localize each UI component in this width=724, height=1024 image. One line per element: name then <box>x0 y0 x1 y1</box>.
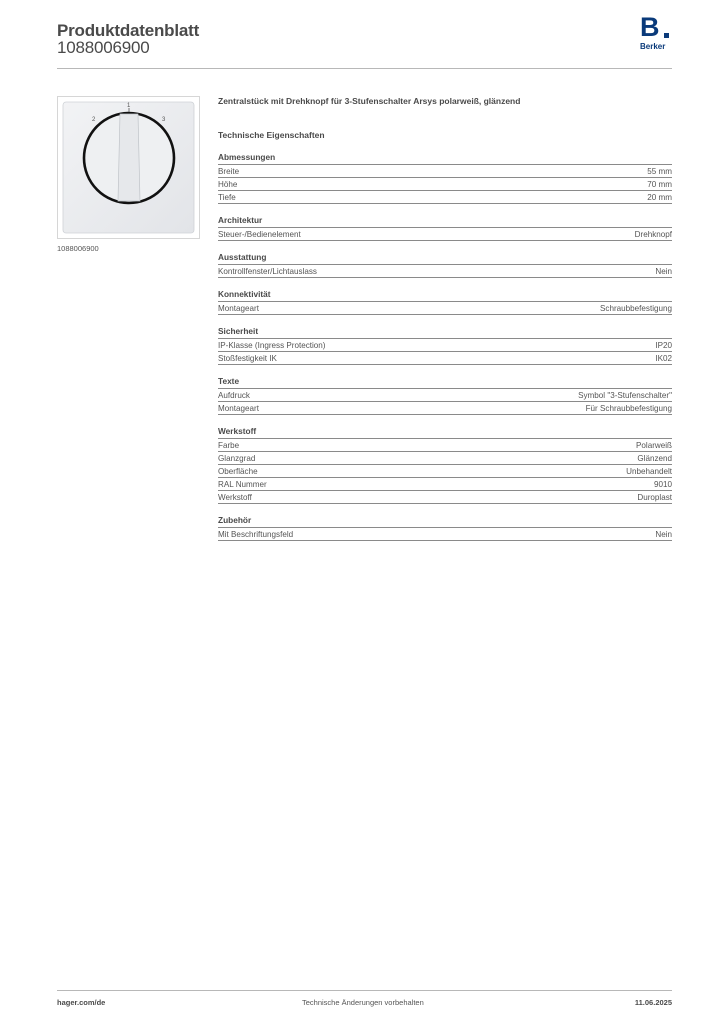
property-value: Für Schraubbefestigung <box>585 404 672 413</box>
property-value: Symbol "3-Stufenschalter" <box>578 391 672 400</box>
property-value: IK02 <box>655 354 672 363</box>
property-label: Werkstoff <box>218 493 252 502</box>
property-label: Höhe <box>218 180 238 189</box>
property-value: 20 mm <box>647 193 672 202</box>
property-value: IP20 <box>655 341 672 350</box>
property-label: Glanzgrad <box>218 454 256 463</box>
property-row <box>218 452 672 465</box>
property-row <box>218 265 672 278</box>
section-heading: Sicherheit <box>218 326 672 339</box>
property-section <box>218 289 672 315</box>
property-row <box>218 302 672 315</box>
property-section <box>218 515 672 541</box>
property-value: Nein <box>655 530 672 539</box>
section-heading: Abmessungen <box>218 152 672 165</box>
section-heading: Architektur <box>218 215 672 228</box>
section-heading: Texte <box>218 376 672 389</box>
property-section <box>218 152 672 204</box>
property-value: Glänzend <box>637 454 672 463</box>
property-row <box>218 478 672 491</box>
property-label: Montageart <box>218 304 259 313</box>
property-row <box>218 165 672 178</box>
properties-column <box>218 96 672 552</box>
property-label: Montageart <box>218 404 259 413</box>
technical-properties-heading: Technische Eigenschaften <box>218 130 325 140</box>
property-value: Drehknopf <box>634 230 672 239</box>
logo-dot <box>664 33 669 38</box>
section-heading: Zubehör <box>218 515 672 528</box>
property-row <box>218 228 672 241</box>
property-row <box>218 191 672 204</box>
section-heading: Konnektivität <box>218 289 672 302</box>
image-caption: 1088006900 <box>57 244 99 253</box>
property-label: Kontrollfenster/Lichtauslass <box>218 267 317 276</box>
product-title: Zentralstück mit Drehknopf für 3-Stufenschalter Arsys polarweiß, glänzend <box>218 96 521 106</box>
property-value: 9010 <box>653 480 672 489</box>
property-label: Steuer-/Bedienelement <box>218 230 301 239</box>
dial-label: 3 <box>162 117 166 123</box>
berker-logo <box>640 12 674 54</box>
property-section <box>218 426 672 504</box>
dial-label: 1 <box>127 103 131 109</box>
logo-text: Berker <box>640 42 666 51</box>
property-row <box>218 352 672 365</box>
property-label: RAL Nummer <box>218 480 267 489</box>
footer-website: hager.com/de <box>57 998 106 1007</box>
property-row <box>218 491 672 504</box>
property-value: 70 mm <box>647 180 672 189</box>
property-value: Duroplast <box>637 493 672 502</box>
footer-notice: Technische Änderungen vorbehalten <box>302 998 424 1007</box>
property-row <box>218 389 672 402</box>
property-label: Tiefe <box>218 193 236 202</box>
property-label: Breite <box>218 167 240 176</box>
property-value: Schraubbefestigung <box>600 304 672 313</box>
property-sections <box>218 152 672 541</box>
logo-letter: B <box>640 12 660 42</box>
section-heading: Ausstattung <box>218 252 672 265</box>
property-row <box>218 528 672 541</box>
property-label: Mit Beschriftungsfeld <box>218 530 294 539</box>
property-label: Oberfläche <box>218 467 258 476</box>
property-value: 55 mm <box>647 167 672 176</box>
property-row <box>218 339 672 352</box>
property-label: Farbe <box>218 441 240 450</box>
section-heading: Werkstoff <box>218 426 672 439</box>
property-value: Nein <box>655 267 672 276</box>
footer-divider <box>57 990 672 991</box>
product-image <box>57 96 200 239</box>
property-section <box>218 215 672 241</box>
property-section <box>218 376 672 415</box>
property-label: Aufdruck <box>218 391 250 400</box>
property-value: Polarweiß <box>636 441 672 450</box>
knob-grip <box>118 114 140 201</box>
property-label: Stoßfestigkeit IK <box>218 354 277 363</box>
property-label: IP-Klasse (Ingress Protection) <box>218 341 326 350</box>
property-row <box>218 439 672 452</box>
property-row <box>218 465 672 478</box>
footer-date: 11.06.2025 <box>634 998 672 1007</box>
property-section <box>218 326 672 365</box>
property-value: Unbehandelt <box>626 467 672 476</box>
property-row <box>218 178 672 191</box>
property-section <box>218 252 672 278</box>
property-row <box>218 402 672 415</box>
dial-label: 2 <box>92 117 96 123</box>
page-title: Produktdatenblatt <box>57 21 200 40</box>
rotary-switch-illustration <box>58 97 199 238</box>
header-divider <box>57 68 672 69</box>
product-number: 1088006900 <box>57 38 150 57</box>
